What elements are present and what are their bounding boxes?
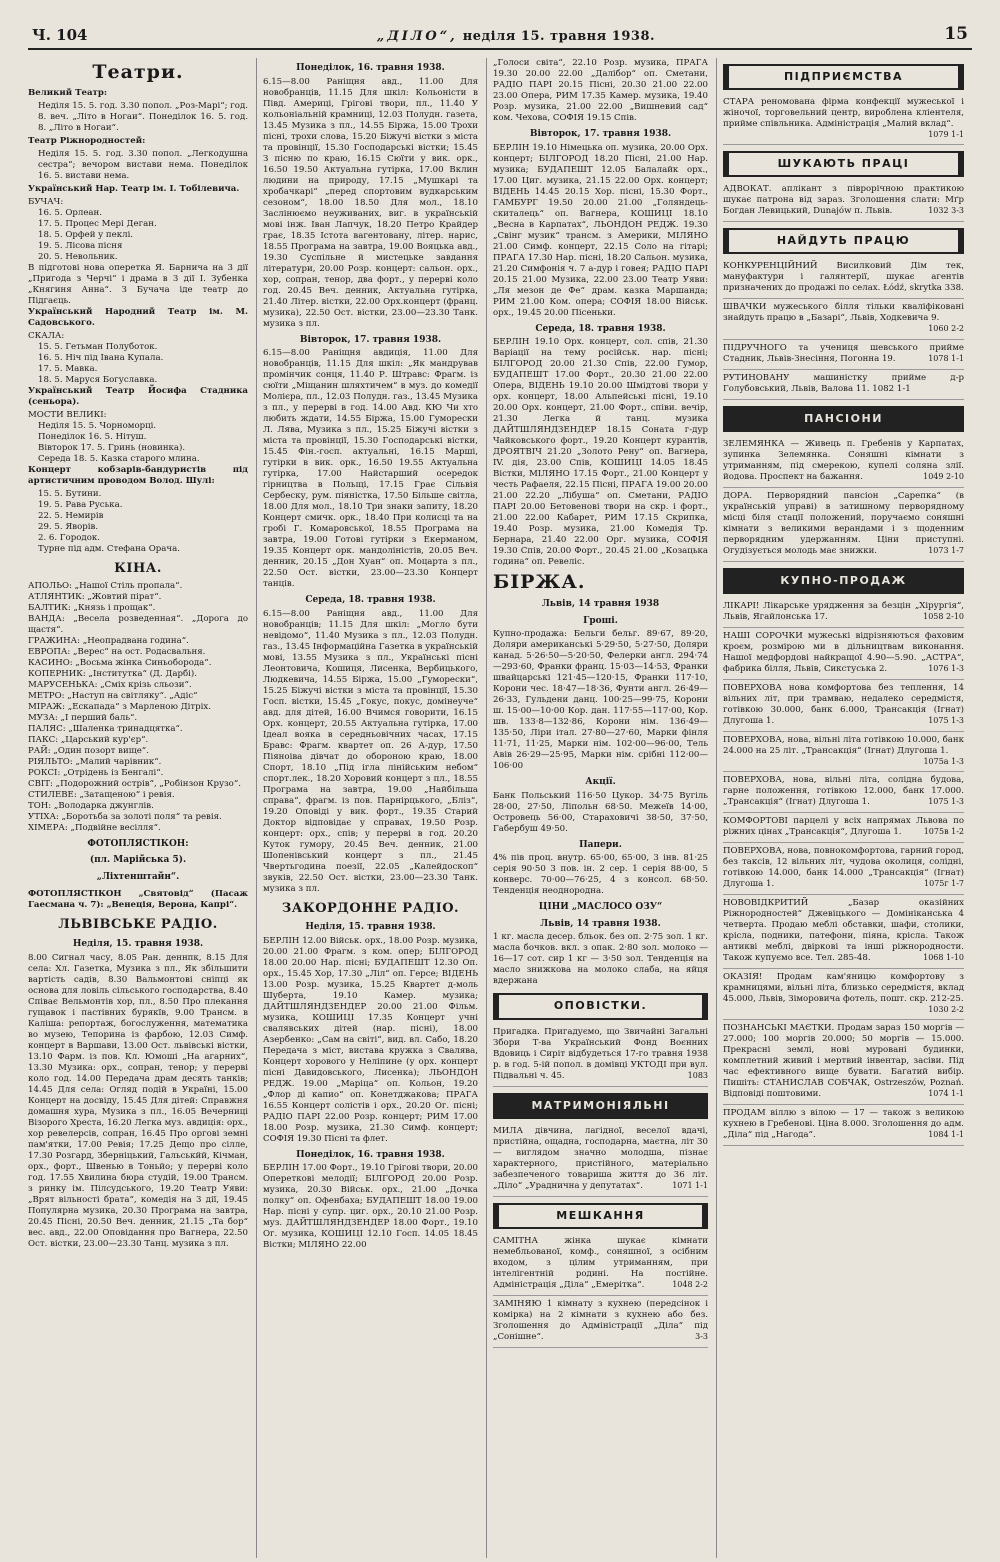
kupno-ad-text: ПОВЕРХОВА, нова, повнокомфортова, гарний город, без таксів, 12 вільних літ, чудова околиця, солідні, готівкою 14.000, банк 14.000 „Трансакція“ (Ігнат) Длугоша 1.: [723, 846, 964, 890]
kupno-ad-ref: 1075 1-3: [928, 797, 964, 807]
foto1-body: „Ліхтенштайн“.: [96, 871, 180, 882]
column-2: [256, 58, 478, 1558]
kupno-ad-ref: 1075г 1-7: [924, 879, 964, 889]
kupno-ad-ref: 1076 1-3: [928, 663, 964, 673]
issue-date: неділя 15. травня 1938.: [462, 29, 656, 44]
kupno-ad: [723, 1105, 964, 1146]
buchach-block: [28, 197, 248, 307]
hroshi-body: Купно-продажа: Бельги бельг. 89·67, 89·20, Доляри американські 5·29·50, 5·27·50, Доляри канад. 5·26·50—5·20·50, Фелерки англ. 294·74—293·60, Франки франц. 15·03—14·53, Франки швайцарські 121·45—120·15, Франки 117·10, Корони чес. 18·47—18·36, Фунти англ. 26·49—26·33, Гульдени данц. 100·25—99·75, Корони ш. 15·00—10·00 Кор. дан. 117·55—117·00, Кор. шв. 133·8—132·86, Корони нім. 136·49—135·50, Ліри італ. 27·80—27·60, Марки фінля 11·71, 11·25, Марки нім. 102·00—96·00, Тель Авів 26·29—25·95, Марки нім. срібні 112·00—106·00: [493, 629, 708, 772]
buchach-item: 19. 5. Лісова пісня: [38, 241, 123, 252]
foto1-address: (пл. Марійська 5).: [89, 855, 187, 866]
matrym-heading: МАТРИМОНІЯЛЬНІ: [493, 1093, 708, 1119]
cinema-item: ТОН: „Володарка джунглів.: [28, 800, 154, 811]
pansiony-ad-ref: 1049 2-10: [923, 471, 964, 481]
papery-body: 4% пів проц. внутр. 65·00, 65·00, 3 інв. 81·25 серія 90·50 3 пов. ін. 2 сер. 1 серія 88·00, 5 конверс. 70·00—76·25, 4 з консол. 68·50. Тенденція неоднородна.: [493, 853, 708, 897]
maslo-body: 1 кг. масла десер. бльок. без оп. 2·75 зол. 1 кг. масла бочков. вкл. з опак. 2·80 зол. молоко — 16—17 сот. сир 1 кг — 3·50 зол. Тенденція на масло знижкова на молоко слаба, на яйця вдержана: [493, 932, 708, 987]
kupno-ad-ref: 1075а 1-3: [923, 756, 964, 766]
foto1-title: ФОТОПЛЯСТІКОН:: [87, 838, 189, 849]
pidpr-ad: [723, 94, 964, 145]
mosty-item: Понеділок 16. 5. Нітуш.: [38, 432, 147, 443]
radio-body: 8.00 Сигнал часу, 8.05 Ран. деннпк, 8.15 Для села: Хл. Газетка, Музика з пл., Як збільшити вартість садів, 8.30 Вальмонтові сніпці як основа для ловіль сільського господарства, 8.40 Співає Вельмонтів хор, пл., 8.50 Про плекання гущавок і пастівних бурякїв, 9.00 Трансм. в Каліша: репортаж, богослуження, математика во музею, Тепорина із фарбою, 12.03 Симф. концерт в Варшави, 13.00 Ост. львівські вістки, 13.10 Фарм. із пов. Кл. Юмоші „На агарних“, 13.30 Музика: орх., сопран, тенор; у перерві коло год. 14.00 Передача драм десять танків; 14.45 Для села: Огляд подій в Україні, 15.00 Концерт на досвіду, 15.45 Для дітей: Справжня домашня хура, Музика з пл., 16.05 Вечерниці Візорого Хреста, 16.20 Легка муз. авдиція: орх., хор ревелерсів, сопран, 16.45 Про оргові земні пам'ятки, 17.00 Ревія; 17.25 Дещо про сілле, 17.30 Розгард, Зберніцький, Гальськйй, Кічман, орх., форт., Швенью в Тоньйо; у перерві коло год. 17.55 Хвилина бюра студій, 19.00 Трансм. з ринку ім. Пілсудського, 19.20 Театр Уяви: „Врят вільності брата“, комедія на 3 дії, 19.45 Популярна музика, 20.30 Програма на завтра, 20.45 Пісні, 20.50 Веч. денник, 21.15 „Та бор“ вес. авд., 22.00 Оповідання про Вагнера, 22.50 Ост. вістки, 23.00—23.30 Танц. музика з пл.: [28, 952, 248, 1249]
naidut-ad-text: ШВАЧКИ мужеського білля тільки кваліфіковані знайдуть працю в „Базарі“, Львів, Ходкевича 9.: [723, 302, 964, 324]
pidpr-list: [723, 94, 964, 145]
kupno-ad: [723, 680, 964, 732]
maslo-title: ЦІНИ „МАСЛОСО ОЗУ“: [538, 902, 663, 913]
skala-item: 16. 5. Ніч під Івана Купала.: [38, 353, 164, 364]
cinema-item: СТИЛЕВЕ: „Затащеною“ і ревія.: [28, 789, 175, 800]
maslo-date: Львів, 14 травня 1938.: [540, 918, 661, 929]
buchach-list: [28, 208, 248, 263]
opovistky-heading: ОПОВІСТКИ.: [493, 993, 708, 1019]
column-4: [716, 58, 964, 1558]
kupno-ad-ref: 1058 2-10: [923, 611, 964, 621]
cinema-item: РІЯЛЬТО: „Малий чарівник“.: [28, 756, 162, 767]
kina-list: [28, 581, 248, 834]
meshk-heading: МЕШКАННЯ: [493, 1203, 708, 1229]
foreign-tue-body: БЕРЛІН 19.10 Німецька оп. музика, 20.00 Орх. концерт; БІЛГОРОД 18.20 Пісні, 21.00 Нар. музика; БУДАПЕШТ 12.05 Балалайк орх., 17.00 Циг. музика, 21.15 22.00 Орх. концерт; ВІДЕНЬ 14.45 20.15 Хор. пісні, 15.30 Форт., ГАМБУРГ 19.50 20.00 21.00 „Голяндець-скиталець“ оп. Вагнера, КОШИЦІ 18.10 „Весна в Карпатах“, ЛЬОНДОН РЕДЖ. 19.30 „Свінг музик“ трансм. з Америки, МІЛЯНО 21.00 Симф. концерт, 22.15 Соло на гітарі; ПРАГА 17.30 Нар. пісні, 18.20 Сальон. музика, 21.20 Симфонія ч. 7 а-дур і говея; РАДІО ПАРІ 20.15 21.00 Музика, 22.00 23.00 Театр Уяви: „Ля мезон де Фе“ драм. казка Маршанда; РИМ 21.00 Ком. опера; СОФІЯ 18.00 Військ. орх., 19.45 20.00 Пісеньки.: [493, 142, 708, 318]
skala-item: 15. 5. Гетьман Полуботок.: [38, 342, 158, 353]
kupno-ad-text: ОКАЗІЯ! Продам кам'яницю комфортову з крамницями, вільні літа, близько середмістя, вклад 45.000, Львів, Зіморовича фотель, пошт. скр. 212-25.: [723, 972, 964, 1005]
birzha-date: Львів, 14 травня 1938: [541, 599, 660, 610]
day2-body: 6.15—8.00 Раніщня авдиція, 11.00 Для новобранців, 11.15 Для шкіл: „Як мандрував промінчик сонця, 11.40 Р. Штравс: Фрагм. із сюїти „Міщанин шляхтичем“ в муз. до комедії Молієра, пл., 12.03 Полудн. газ., 13.45 Музика з пл., у перерві в год. 14.00 Авд. КЮ Чи хто любить ждати, 14.55 Біржа, 15.00 Гуморески Л. Лява, Музика з пл., 15.25 Біжучі вістки з міста та провінції, 15.30 Господарські вістки, 15.45 Фін.-госп. актуальні, 16.15 Марші, гутірки в вик. орк., 16.50 19.55 Актуальна гутірка, 17.00 Найстарший осередок гірництва в Польщі, 17.15 Грає Сільвія Сербеску, рум. піяністка, 17.50 Більше світла, 18.00 Для мол., 18.10 Три знаки запиту, 18.20 Концерт смичк. орк., 18.40 При колисці та на гробі Г. Комаровської, 18.55 Програма на завтра, 19.00 Готові гутірки з Екерманом, 19.35 Концерт орк. мандоліністів, 20.05 Веч. денник, 20.15 „Дон Хуан“ оп. Моцарта з пл., 22.50 Ост. вістки, 23.00—23.30 Концерт танців.: [263, 348, 478, 590]
mosty-list: [28, 421, 248, 465]
cinema-item: МУЗА: „І перший баль“.: [28, 712, 138, 723]
kupno-heading: КУПНО-ПРОДАЖ: [723, 568, 964, 594]
pidpr-ad-ref: 1079 1-1: [928, 130, 964, 140]
naidut-ad: [723, 258, 964, 299]
buchach-label: БУЧАЧ:: [28, 197, 64, 208]
kupno-ad-text: ПОЗНАНСЬКІ МАЄТКИ. Продам зараз 150 моргів — 27.000; 100 моргів 20.000; 50 моргів — 15.000. Прекрасні землі, нові мурованi будинки, комплетний живий і мертвий інвентар, засіви. Під час ефективного вище бувати. Багатий вибір. Пишіть: СТАНИСЛАВ СОБЧАК, Ostrzeszów, Poznań. Відповіді поштовими.: [723, 1023, 964, 1100]
foreign-top-body: „Голоси світа“, 22.10 Розр. музика, ПРАГА 19.30 20.00 22.00 „Далібор“ оп. Сметани, РАДІО ПАРІ 20.15 Пісні, 20.30 21.00 22.00 23.00 Опера, РИМ 17.35 Камер. музика, 19.40 Розр. музика, 21.00 22.00 „Вишневий сад“ ком. Чехова, СОФІЯ 19.15 Спів.: [493, 58, 708, 123]
naidut-list: [723, 258, 964, 399]
pansiony-list: [723, 436, 964, 562]
bandura-item: 22. 5. Немирів: [38, 511, 104, 522]
kupno-ad-text: ПОВЕРХОВА нова комфортова без теплення, 14 вільних літ, при трамваю, недалеко середмістя, готівкою 30.000, банк 6.000, Трансакція (Ігнат) Длугоша 1.: [723, 682, 964, 726]
kupno-ad: [723, 772, 964, 813]
skala-block: [28, 331, 248, 386]
buchach-item: 17. 5. Процес Мері Деган.: [38, 219, 157, 230]
cinema-item: УТІХА: „Боротьба за золоті поля“ та ревія.: [28, 811, 222, 822]
day3-body: 6.15—8.00 Раніщня авд., 11.00 Для новобранців; 11.15 Для шкіл: „Могло бути невідомо“, 11.40 Музика з пл., 12.03 Полудн. газ., 13.45 Інформаційна Газетка в українській мові, 13.55 Музика з пл., Українські пісні Леонтовича, Кошиця, Лисенка, Вербицького, Людкевича, 14.55 Біржа, 15.00 „Гуморески“, 15.25 Біжучі вістки з міста та провінції, 15.30 Госп. вістки, 15.45 „Гокус, покус, домінеуче“ авд. для дітей, 16.00 Вчимся говорити, 16.15 Орх. концерт, 20.55 Актуальна гутірка, 17.00 Ідеал вояка в середньовічних часах, 17.15 Бравс: Фрагм. квартет оп. 26 А-дур, 17.50 Піяноіва дівчат до обороною краю, 18.00 Спорт, 18.10 „Під ігла лінійським небом“ спорт.лек., 18.20 Хоровий концерт з пл., 18.55 Програма на завтра, 19.00 „Найбільша справа“, фрагм. із пов. Парнірцького, „Бліз“, 19.20 Оповіді у вик. форт., 19.35 Старий Доктор відповідає у справах, 19.50 Розр. концерт: орх., спів; у перерві в год. 20.20 Куток гумору, 20.45 Веч. денник, 21.00 Шопенівський концерт з пл., 21.45 Чвертьгодина поезії, 22.05 „Калейдоскоп“ звуків, 22.50 Ост. вістки, 23.00—23.30 Танк. музика з пл.: [263, 608, 478, 894]
masthead: [28, 20, 972, 50]
day3-title: Середа, 18. травня 1938.: [305, 595, 436, 606]
foreign-radio-title: ЗАКОРДОННЕ РАДІО.: [281, 900, 460, 916]
columns: [28, 58, 972, 1558]
skala-item: 18. 5. Маруся Богуславка.: [38, 375, 158, 386]
cinema-item: РАЙ: „Один позорт вище“.: [28, 745, 149, 756]
cinema-item: ПАЛЯС: „Шаленка тринадцятка“.: [28, 723, 183, 734]
bandura-list: [28, 489, 248, 544]
naidut-ad: [723, 370, 964, 400]
kupno-ad-ref: 1030 2-2: [928, 1005, 964, 1015]
kupno-list: [723, 598, 964, 1146]
akcii-body: Банк Польський 116·50 Цукор. 34·75 Вугіль 28·00, 27·50, Ліпольн 68·50. Межеїв 14·00, Островець 56·00, Стараховичі 38·50, 37·50, Габербуш 49·50.: [493, 790, 708, 834]
page-number: 15: [944, 24, 968, 44]
cinema-item: МІРАЖ: „Ескапада“ з Марленою Дітріх.: [28, 701, 212, 712]
ukr-narodnyi: Український Народний Театр ім. М. Садовського.: [28, 307, 248, 329]
naidut-ad-text: КОНКУРЕНЦІЙНИЙ Висилковий Дім тек, мануфактури і галянтерії, шукає агентів призначених до продажі по селах. Łódź, skrytka 338.: [723, 261, 964, 294]
opovistky-ref: 1083: [687, 1070, 708, 1080]
mosty-item: Вівторок 17. 5. Гринь (новинка).: [38, 443, 186, 454]
pansiony-ad-text: ДОРА. Перворядний пансіон „Сарепка“ (в українській управі) в затишному перворядному місці біля стації положений, поручаємо соняшні кімнати з великими верандами і з щоденним перворядним удержанням. Ціни приступні. Огудізується молодь має знижки.: [723, 490, 964, 556]
mosty-item: Неділя 15. 5. Чорноморці.: [38, 421, 157, 432]
foreign-tue-title: Вівторок, 17. травня 1938.: [529, 129, 672, 139]
theatre-name: Театр Ріжнородностей:: [28, 136, 146, 147]
theatres-title: Театри.: [92, 61, 184, 83]
cinema-item: ВАНДА: „Весела розведенная“. „Дорога до щастя“.: [28, 613, 248, 635]
skala-list: [28, 342, 248, 386]
foreign-day2-body: БЕРЛІН 17.00 Форт., 19.10 Грігові твори, 20.00 Оперетковi мелодії; БІЛГОРОД 20.00 Розр. музика, 20.30 Військ. орх., 21.00 „Дочка полку“ оп. Офенбаха; БУДАПЕШТ 18.00 19.00 Нар. пісні у супр. циг. орх., 20.10 21.00 Розр. муз. ДАЙТШЛЯНДЗЕНДЕР 18.00 Форт., 19.10 Ог. музика, КОШИЦІ 12.10 Госп. 14.05 18.45 Вістки; МІЛЯНО 22.00: [263, 1163, 478, 1251]
naidut-ad-text: РУТИНОВАНУ машиністку прийме д-р Голубовський, Львів, Валова 11. 1082 1-1: [723, 372, 964, 394]
kupno-ad-ref: 1074 1-1: [928, 1089, 964, 1099]
meshk-ad-ref: 1048 2-2: [672, 1279, 708, 1289]
cinema-item: МАРУСЕНЬКА: „Сміх крізь сльози“.: [28, 679, 192, 690]
naidut-heading: НАЙДУТЬ ПРАЦЮ: [723, 228, 964, 254]
theatre-name: Український Нар. Театр ім. І. Тобілевича.: [28, 184, 240, 195]
pansiony-ad: [723, 488, 964, 562]
cinema-item: ГРАЖИНА: „Неопрадвана година“.: [28, 635, 189, 646]
meshk-ad-text: ЗАМІНЯЮ 1 кімнату з кухнею (передсінок і комірка) на 2 кімнати з кухнею або без. Зголошення до Адміністрації „Діла“ під „Сонішне“.: [493, 1298, 708, 1342]
theatre-name: Великий Театр:: [28, 88, 108, 99]
naidut-ad-ref: 1060 2-2: [928, 324, 964, 334]
naidut-ad: [723, 340, 964, 370]
meshk-ad-ref: 3-3: [695, 1331, 708, 1341]
skala-label: СКАЛА:: [28, 331, 65, 342]
cinema-item: КАСИНО: „Восьма жінка Синьоборода“.: [28, 657, 212, 668]
buchach-item: 18. 5. Орфей у пеклі.: [38, 230, 134, 241]
pansiony-ad-ref: 1073 1-7: [928, 545, 964, 555]
cinema-item: КОПЕРНИК: „Інституткa“ (Д. Дарбі).: [28, 668, 197, 679]
kupno-ad-text: НАШІ СОРОЧКИ мужеські відрізняються фаховим кроєм, розмірою ми в дільництвам виконання. Нашої медфордові найкращої 4.90—5.90. „АСТРА“, фабрика білля, Львів, Сикстуська 2.: [723, 630, 964, 674]
kupno-ad-text: НОВОВІДКРИТИЙ „Базар оказійних Ріжнородностей“ Джевіцького — Домініканська 4 четверта. Продаю меблі обставки, шафи, столики, крісла, подники, патефони, піяна, кріслa. Також антикві меблі, двіркові та інші ріжнородности. Також купуємо все. Тел. 285-48.: [723, 898, 964, 964]
buchach-note: В підготові нова оперетка Я. Барнича на 3 дії „Пригода з Черчі“ і драма в 3 дії І. Зубенка „Княгиня Анна“. З Бучача іде театр до Підгаєць.: [28, 263, 248, 307]
kupno-ad-text: ПОВЕРХОВА, нова, вільні літа готівкою 10.000, банк 24.000 на 25 літ. „Трансакція“ (Ігнат) Длугоша 1.: [723, 734, 964, 756]
opovistky-body: Пригадка. Пригадуємо, що Звичайні Загальні Збори Т-ва Український Фонд Воєнних Вдовиць і Сиріт відбудеться 17-го травня 1938 р. в год. 5-ій попол. в домівці УКТОДІ при вул. Підвальні ч. 45.: [493, 1026, 708, 1081]
kupno-ad-ref: 1075 1-3: [928, 715, 964, 725]
day1-body: 6.15—8.00 Раніщня авд., 11.00 Для новобранців, 11.15 Для шкіл: Кольоністи в Півд. Америці, Грігові твори, пл., 11.40 У кольоніальній крамниці, 12.03 Полудн. газета, 13.45 Музика з пл., 14.55 Біржа, 15.00 Трохи пісні, трохи слова, 15.20 Біжучі вістки з міста та провінції, 15.30 Господарські вістки; 15.45 З пісню по краю, 16.15 Сюїти у вик. орк., 16.50 19.50 Актуальна гутірка, 17.00 Вклин людини на природу, 17.15 „Мушкарі та хробачкарі“ „перед спортовим вудкарським сезоном“, 18.00 18.50 Для мол., 18.10 Заслінюємо неуживаних, виг. в українській мові інж. Іван Лапчук, 18.20 Петро Крайдер грає, 18.35 Істота вагентовану, літер. нарис, 18.55 Програма на завтра, 19.00 Вояцька авд., 19.30 Суспільне й мистецьке завдання літератури, 20.00 Розр. концерт: сальон. орх., хор, сопран, тенор, два форт., у перерві коло год. 20.45 Веч. денник, Актуальна гутірка, 21.40 Літер. вістки, 22.00 Орх.концерт (франц. музика), 22.50 Ост. вістки, 23.00—23.30 Танк. музика з пл.: [263, 76, 478, 329]
cinema-item: МЕТРО: „Наступ на світляку“. „Адіс“: [28, 690, 198, 701]
mosty-item: Середа 18. 5. Казка старого млина.: [38, 454, 200, 465]
shukayut-ad-text: АДВОКАТ. аплікант з піврорічною практикою шукає патрона від зараз. Зголошення слати: Мґр Богдан Левицький, Dunajów п. Львів.: [723, 184, 964, 217]
matrym-ad: [493, 1123, 708, 1197]
foto2: ФОТОПЛЯСТІКОН „Святовід“ (Пасаж Гаесмана ч. 7): „Венеція, Верона, Капрі“.: [28, 889, 248, 911]
kupno-ad-text: ПРОДАМ віллю з вілою — 17 — також з великою кухнею в Гребенові. Ціна 8.000. Зголошення до адм. „Діла“ під „Нагода“.: [723, 1108, 964, 1141]
bandura-item: 2. 6. Городок.: [38, 533, 100, 544]
kupno-ad-ref: 1075в 1-2: [923, 827, 964, 837]
day2-title: Вівторок, 17. травня 1938.: [299, 334, 442, 345]
column-3: [486, 58, 708, 1558]
cinema-item: ПАКС: „Царський кур'єр“.: [28, 734, 149, 745]
cinema-item: ЕВРОПА: „Верес“ на ост. Родасвальня.: [28, 646, 206, 657]
kupno-ad: [723, 969, 964, 1020]
foreign-day2-title: Понеділок, 16. травня 1938.: [296, 1149, 445, 1160]
kupno-ad: [723, 895, 964, 969]
akcii-title: Акції.: [585, 777, 616, 788]
hroshi-title: Гроші.: [583, 615, 618, 626]
buchach-item: 16. 5. Орлеан.: [38, 208, 103, 219]
meshk-ad-text: САМІТНА жінка шукає кімнати немебльованої, комф., соняшної, з осібним входом, з цілим утриманням, при інтелігентній родині. На постійне. Адміністрація „Діла“ „Емерітка“.: [493, 1235, 708, 1290]
cinema-item: БАЛТИК: „Князь і прощак“.: [28, 602, 156, 613]
theatre-schedule: Неділя 15. 5. год. 3.30 попол. „Легкодушна сестра“; вечором вистави нема. Понеділок 16. 5. вистави нема.: [38, 149, 248, 182]
meshk-list: [493, 1233, 708, 1348]
theatres-list: [28, 88, 248, 195]
shukayut-ad: [723, 181, 964, 222]
cinema-item: ХІМЕРА: „Подвійне весілля“.: [28, 822, 161, 833]
stadnyk-heading: Український Театр Йосифа Стадника (сеньора).: [28, 386, 248, 408]
masthead-center: [377, 29, 655, 44]
bandura-item: 19. 5. Рава Руська.: [38, 500, 123, 511]
meshk-ad: [493, 1233, 708, 1296]
pansiony-ad: [723, 436, 964, 488]
foreign-wed-body: БЕРЛІН 19.10 Орх. концерт, сол. спів, 21.30 Варіації на тему російськ. нар. пісні; БІЛГОРОД 20.00 21.30 Спів, 22.00 Гумор, БУДАПЕШТ 17.00 Форт., 20.30 21.00 22.00 Опера, ВІДЕНЬ 19.10 20.00 Шмідтові твори у орх. концерт, 18.00 Альпейські пісні, 19.10 20.00 Орх. концерт, 21.00 Форт., співи. вечір, 21.30 Легка й танц. музика ДАЙТШЛЯНДЗЕНДЕР 18.15 Соната г-дур Чайковського форт., 19.20 Концерт курантів, ДРОЯТВІЧ 21.20 „Золото Рену“ оп. Вагнера, IV. дія, 23.00 Спів, КОШИЦІ 14.05 18.45 Вістки, МІЛЯНО 17.15 Форт., 21.00 Концерт у честь Рафаеля, 22.15 Пісні, ПРАГА 19.00 20.00 21.00 22.20 „Лібуша“ оп. Сметани, РАДІО ПАРІ 20.00 Бетовенові твори на скр. і форт., 21.00 22.00 Кабарет, РИМ 17.15 Скрипка, 19.40 Розр. музика, 21.00 Комедія Тр. Бернара, 21.40 22.00 Орг. музика, СОФІЯ 19.30 Спів, 20.00 Форт., 20.45 21.00 „Козацька година“ оп. Ревеліс.: [493, 337, 708, 568]
foreign-day1-title: Неділя, 15. травня 1938.: [305, 922, 436, 933]
matrym-ref: 1071 1-1: [672, 1180, 708, 1190]
shukayut-list: [723, 181, 964, 222]
kupno-ad: [723, 1020, 964, 1105]
cinema-item: АТЛЯНТИК: „Жовтий пірат“.: [28, 591, 162, 602]
cinema-item: СВІТ: „Подорожний острів“, „Робінзон Крузо“.: [28, 778, 241, 789]
column-1: [28, 58, 248, 1558]
radio-date: Неділя, 15. травня 1938.: [72, 939, 204, 950]
bandura-note: Турне під адм. Стефана Орача.: [38, 544, 180, 555]
naidut-ad: [723, 299, 964, 339]
theatre-schedule: Неділя 15. 5. год. 3.30 попол. „Роз-Марі“; год. 8. веч. „Літо в Ногаи“. Понеділок 16. 5. год. 8. „Літо в Ногаи“.: [38, 101, 248, 134]
matrym-body: МИЛА дівчина, лагідної, веселої вдачі, пристійна, ощадна, господарна, маєтна, літ 30 — виглядом значно молодша, пізнає характерного, пристійного, матеріально забезпеченого товариша життя до 36 літ. „Діло“ „Ураднична у депутатах“.: [493, 1125, 708, 1191]
kupno-ad: [723, 628, 964, 680]
naidut-ad-text: ПІДРУЧНОГО та учениця шевського прийме Стадник, Львів-Знесіння, Погонна 19.: [723, 342, 964, 364]
naidut-ad-ref: 1078 1-1: [928, 353, 964, 363]
kupno-ad-ref: 1084 1-1: [928, 1130, 964, 1140]
bandura-heading: Концерт кобзарів-бандуристів під артистичним проводом Волод. Шулі:: [28, 465, 248, 487]
kupno-ad: [723, 598, 964, 628]
kupno-ad: [723, 732, 964, 772]
meshk-ad: [493, 1296, 708, 1348]
bandura-item: 15. 5. Бутини.: [38, 489, 102, 500]
kupno-ad-text: ЛІКАРІ! Лікарське урядження за безцін „Хірургія“, Львів, Ягайлонська 17.: [723, 600, 964, 622]
papery-title: Папери.: [579, 839, 622, 850]
day1-title: Понеділок, 16. травня 1938.: [296, 63, 445, 73]
bandura-item: 29. 5. Яворів.: [38, 522, 99, 533]
kupno-ad-text: КОМФОРТОВІ парцелі у всіх напрямах Львова по ріжних цінах „Трансакція“, Длугоша 1.: [723, 816, 964, 838]
foreign-wed-title: Середа, 18. травня 1938.: [535, 323, 666, 334]
mosty-label: МОСТИ ВЕЛИКІ:: [28, 410, 107, 421]
pidpr-heading: ПІДПРИЄМСТВА: [723, 64, 964, 90]
mosty-block: [28, 410, 248, 465]
shukayut-heading: ШУКАЮТЬ ПРАЦІ: [723, 151, 964, 177]
buchach-item: 20. 5. Невольник.: [38, 252, 118, 263]
foreign-day1-body: БЕРЛІН 12.00 Військ. орх., 18.00 Розр. музика, 20.00 21.00 Фрагм. з ком. опер; БІЛГОРОД 18.00 20.00 Нар. пісні; БУДАПЕШТ 12.30 Оп. орх., 15.45 Хор, 17.30 „Ліл“ оп. Герсе; ВІДЕНЬ 13.00 Розр. музика, 15.25 Квартет д-моль Шуберта, 19.10 Камер. музика; ДАЙТШЛЯНДЗЕНДЕР 20.00 21.00 Фільм. музика, КОШИЦІ 17.35 Концерт учні свалявських дітей (нар. пісні), 18.00 Азербенко: „Сам на світі“, вид. вл. Сабо, 18.20 Передача з міст, вистава кружка з Свалява, Концерт хорового у Неліпине (у орх. концерт пісні Давидовського, Лисенка); ЛЬОНДОН РЕДЖ. 19.00 „Маріца“ оп. Кольон, 19.20 „Флор ді капио“ оп. Конетджакова; ПРАГА 16.55 Концерт солістів і орх., 20.20 Ог. пісні; РАДІО ПАРІ 22.00 Розр. концерт; РИМ 17.00 18.00 Розр. музика, 21.30 Симф. концерт; СОФІЯ 19.30 Пісні та флет.: [263, 935, 478, 1144]
kupno-ad-text: ПОВЕРХОВА, нова, вільні літа, солідна будова, гарне положення, готівкою 12.000, банк 17.000. „Трансакція“ (Ігнат) Длугоша 1.: [723, 775, 964, 808]
cinema-item: РОКСІ: „Отрідень із Бенгалі“.: [28, 767, 164, 778]
pansiony-ad-text: ЗЕЛЕМЯНКА — Живець п. Гребенів у Карпатах, зупинка Зелемянка. Соняшні кімнати з утриманням, під смерекою, купелі соляна злії. йодова. Проспект на бажання.: [723, 438, 964, 482]
opovistky-ad: [493, 1024, 708, 1087]
pansiony-heading: ПАНСІОНИ: [723, 406, 964, 432]
kupno-ad-ref: 1068 1-10: [923, 953, 964, 963]
cinema-item: АПОЛЬО: „Нашої Стіль пропала“.: [28, 580, 183, 591]
kina-title: КІНА.: [114, 561, 162, 577]
paper-name: „ДІЛО“,: [376, 29, 458, 44]
shukayut-ad-ref: 1032 3-3: [928, 206, 964, 216]
page-label: Ч. 104: [32, 26, 88, 44]
birzha-title: БІРЖА.: [493, 571, 586, 594]
radio-title: ЛЬВІВСЬКЕ РАДІО.: [58, 917, 218, 933]
skala-item: 17. 5. Мавка.: [38, 364, 98, 375]
kupno-ad: [723, 843, 964, 895]
pidpr-ad-text: СТАРА реномована фірма конфекції мужеської і жіночої, торговельний центр, вироблена кліентеля, прийме співльника. Адміністрація „Малий вклад“.: [723, 97, 964, 130]
kupno-ad: [723, 813, 964, 843]
